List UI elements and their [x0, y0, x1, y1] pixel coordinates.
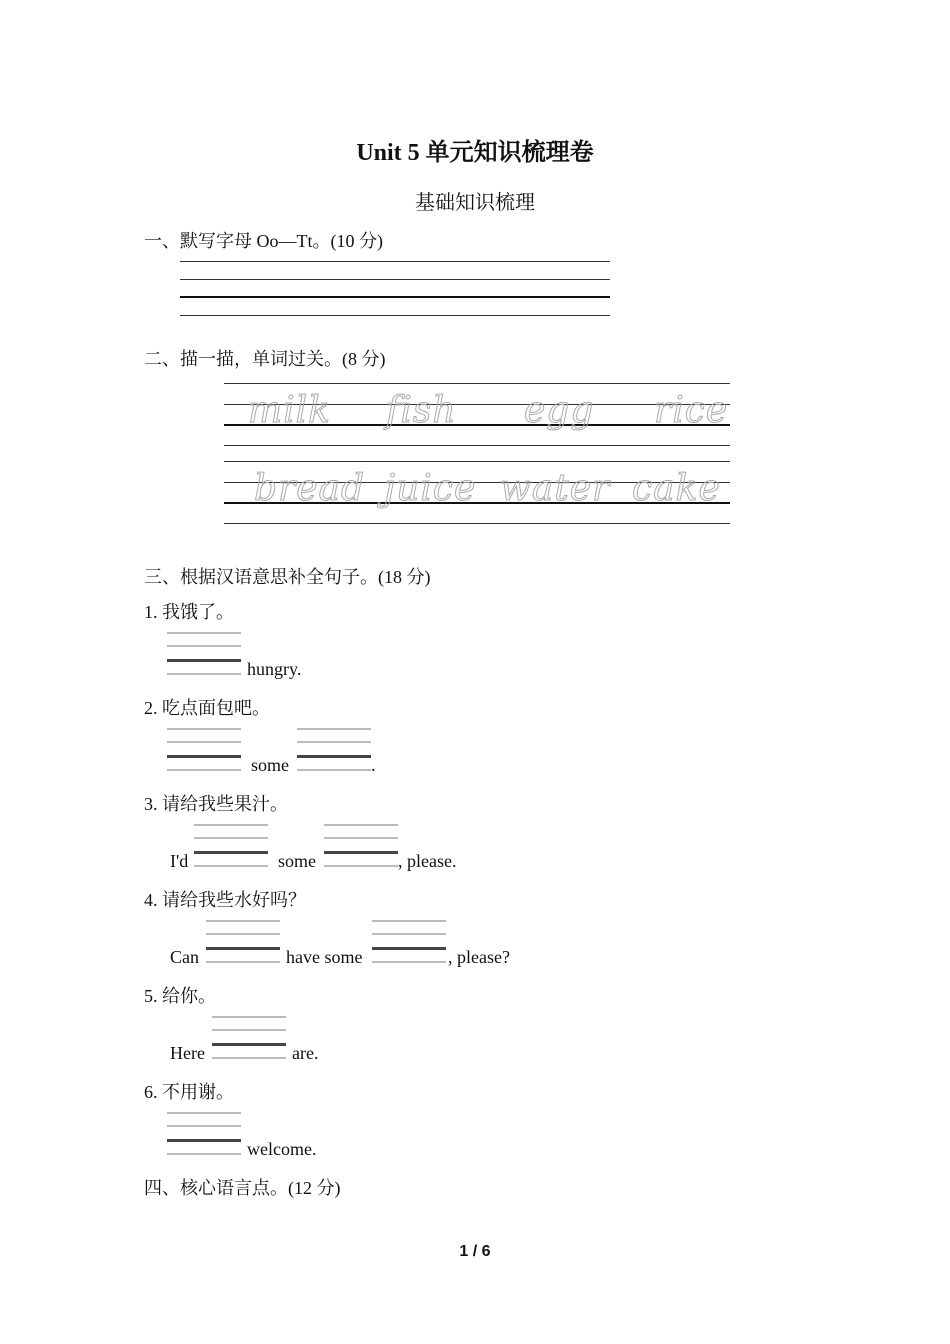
question-4-prompt: 4. 请给我些水好吗？ — [144, 890, 306, 910]
trace-word-cake: cake — [632, 468, 721, 509]
question-2-prompt: 2. 吃点面包吧。 — [144, 698, 270, 718]
trace-word-fish: fish — [386, 390, 457, 431]
trace-word-juice: juice — [384, 468, 477, 509]
question-3-end: , please. — [398, 851, 457, 871]
question-1-prompt: 1. 我饿了。 — [144, 602, 234, 622]
answer-blank[interactable] — [194, 824, 268, 868]
question-4-start: Can — [170, 947, 199, 967]
trace-word-bread: bread — [254, 468, 366, 509]
answer-blank[interactable] — [167, 728, 241, 772]
question-5-text: are. — [292, 1043, 319, 1063]
question-4-text: have some — [286, 947, 363, 967]
answer-blank[interactable] — [372, 920, 446, 964]
answer-blank[interactable] — [212, 1016, 286, 1060]
answer-blank[interactable] — [167, 1112, 241, 1156]
question-5-start: Here — [170, 1043, 205, 1063]
question-2-end: . — [371, 755, 376, 775]
question-3-start: I'd — [170, 851, 189, 871]
section1-heading: 一、默写字母 Oo—Tt。(10 分) — [144, 231, 383, 251]
section3-heading: 三、根据汉语意思补全句子。(18 分) — [144, 567, 431, 587]
question-3-text: some — [278, 851, 316, 871]
trace-word-milk: milk — [248, 390, 331, 431]
answer-blank[interactable] — [206, 920, 280, 964]
question-3-prompt: 3. 请给我些果汁。 — [144, 794, 288, 814]
trace-word-water: water — [500, 468, 611, 509]
answer-blank[interactable] — [324, 824, 398, 868]
question-1-text: hungry. — [247, 659, 302, 679]
trace-word-egg: egg — [524, 390, 595, 431]
page-number: 1 / 6 — [459, 1243, 491, 1260]
question-2-text: some — [251, 755, 289, 775]
section2-heading: 二、描一描，单词过关。(8 分) — [144, 349, 386, 369]
question-6-text: welcome. — [247, 1139, 317, 1159]
trace-word-rice: rice — [654, 390, 729, 431]
question-4-end: , please? — [448, 947, 510, 967]
answer-blank[interactable] — [297, 728, 371, 772]
answer-blank[interactable] — [167, 632, 241, 676]
page-title: Unit 5 单元知识梳理卷 — [356, 140, 594, 166]
section4-heading: 四、核心语言点。(12 分) — [144, 1178, 341, 1198]
question-6-prompt: 6. 不用谢。 — [144, 1082, 234, 1102]
page-subtitle: 基础知识梳理 — [415, 192, 535, 214]
question-5-prompt: 5. 给你。 — [144, 986, 216, 1006]
